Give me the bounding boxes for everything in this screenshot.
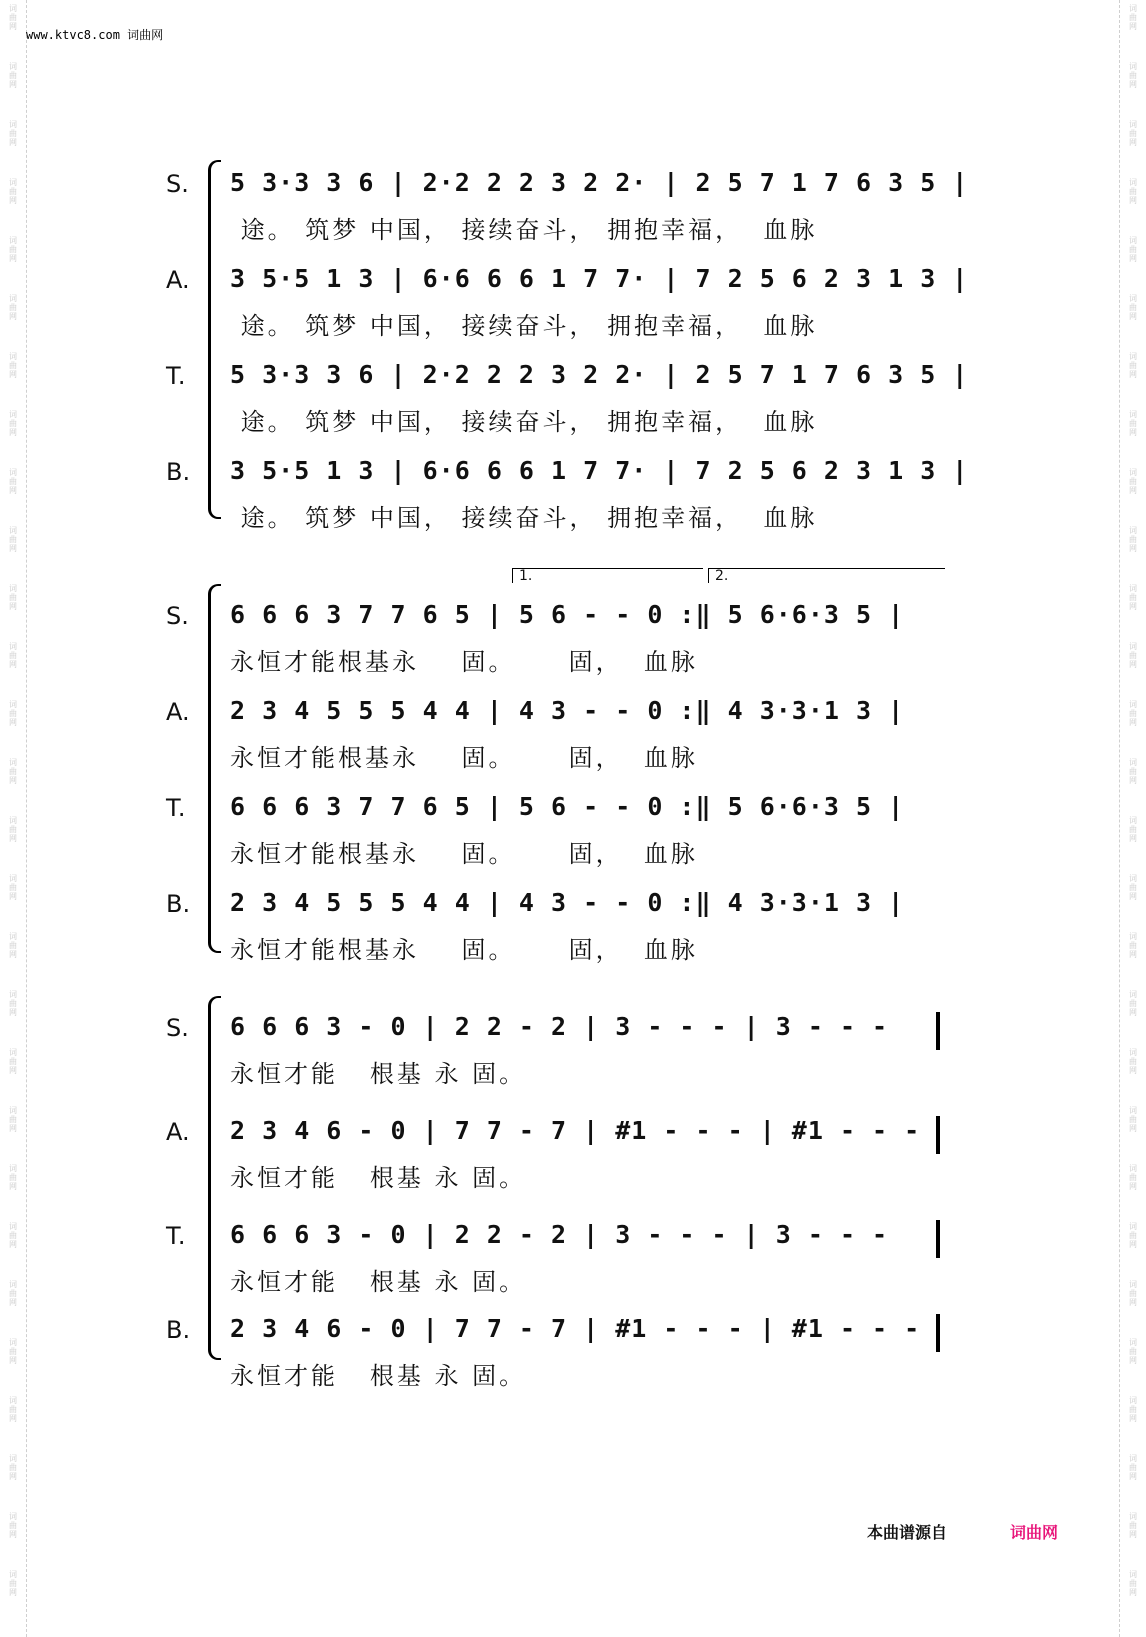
watermark-glyph: 词 曲 网 xyxy=(1129,236,1137,263)
watermark-glyph: 词 曲 网 xyxy=(1129,584,1137,611)
lyrics-line: 途。 筑梦 中国， 接续奋斗， 拥抱幸福， 血脉 xyxy=(230,216,818,244)
watermark-glyph: 词 曲 网 xyxy=(9,1164,17,1191)
watermark-glyph: 词 曲 网 xyxy=(9,294,17,321)
voice-label: T. xyxy=(166,1222,186,1250)
watermark-glyph: 词 曲 网 xyxy=(9,1570,17,1597)
watermark-glyph: 词 曲 网 xyxy=(1129,1164,1137,1191)
watermark-glyph: 词 曲 网 xyxy=(9,1280,17,1307)
lyrics-line: 永恒才能根基永 固。 固， 血脉 xyxy=(230,936,698,964)
part-tenor xyxy=(160,782,1000,878)
left-watermark-strip xyxy=(0,0,27,1637)
lyrics-line: 永恒才能根基永 固。 固， 血脉 xyxy=(230,648,698,676)
part-alto xyxy=(160,254,1000,350)
part-bass xyxy=(160,878,1000,974)
voice-label: A. xyxy=(166,698,190,726)
lyrics-line: 永恒才能根基永 固。 固， 血脉 xyxy=(230,840,698,868)
watermark-glyph: 词 曲 网 xyxy=(1129,1454,1137,1481)
watermark-glyph: 词 曲 网 xyxy=(1129,932,1137,959)
watermark-glyph: 词 曲 网 xyxy=(1129,178,1137,205)
watermark-glyph: 词 曲 网 xyxy=(9,700,17,727)
notation-line: 6 6 6 3 - 0 | 2 2 - 2 | 3 - - - | 3 - - - xyxy=(230,1220,889,1249)
notation-line: 6 6 6 3 7 7 6 5 | 5 6 - - 0 :‖ 5 6·6·3 5 | xyxy=(230,600,905,629)
watermark-glyph: 词 曲 网 xyxy=(9,816,17,843)
notation-line: 6 6 6 3 7 7 6 5 | 5 6 - - 0 :‖ 5 6·6·3 5 | xyxy=(230,792,905,821)
lyrics-line: 途。 筑梦 中国， 接续奋斗， 拥抱幸福， 血脉 xyxy=(230,312,818,340)
watermark-glyph: 词 曲 网 xyxy=(9,236,17,263)
part-soprano xyxy=(160,1002,1000,1098)
watermark-glyph: 词 曲 网 xyxy=(1129,1570,1137,1597)
watermark-glyph: 词 曲 网 xyxy=(9,178,17,205)
watermark-glyph: 词 曲 网 xyxy=(1129,468,1137,495)
voice-label: B. xyxy=(166,890,191,918)
watermark-glyph: 词 曲 网 xyxy=(9,1338,17,1365)
part-bass xyxy=(160,1304,1000,1400)
watermark-glyph: 词 曲 网 xyxy=(1129,1048,1137,1075)
watermark-glyph: 词 曲 网 xyxy=(9,584,17,611)
watermark-glyph: 词 曲 网 xyxy=(9,1048,17,1075)
watermark-glyph: 词 曲 网 xyxy=(9,62,17,89)
watermark-glyph: 词 曲 网 xyxy=(1129,990,1137,1017)
notation-line: 3 5·5 1 3 | 6·6 6 6 1 7 7· | 7 2 5 6 2 3 1 3 | xyxy=(230,264,969,293)
watermark-glyph: 词 曲 网 xyxy=(9,120,17,147)
voice-label: T. xyxy=(166,794,186,822)
notation-line: 5 3·3 3 6 | 2·2 2 2 3 2 2· | 2 5 7 1 7 6 3 5 | xyxy=(230,168,969,197)
part-alto xyxy=(160,1106,1000,1202)
watermark-glyph: 词 曲 网 xyxy=(1129,62,1137,89)
score-system-2 xyxy=(160,560,1000,970)
voice-label: S. xyxy=(166,170,189,198)
voice-label: B. xyxy=(166,1316,191,1344)
voice-label: S. xyxy=(166,602,189,630)
watermark-glyph: 词 曲 网 xyxy=(1129,294,1137,321)
watermark-glyph: 词 曲 网 xyxy=(9,526,17,553)
watermark-glyph: 词 曲 网 xyxy=(1129,1280,1137,1307)
watermark-glyph: 词 曲 网 xyxy=(1129,816,1137,843)
watermark-glyph: 词 曲 网 xyxy=(1129,1396,1137,1423)
watermark-glyph: 词 曲 网 xyxy=(9,410,17,437)
voice-label: S. xyxy=(166,1014,189,1042)
notation-line: 3 5·5 1 3 | 6·6 6 6 1 7 7· | 7 2 5 6 2 3 1 3 | xyxy=(230,456,969,485)
watermark-glyph: 词 曲 网 xyxy=(9,1454,17,1481)
lyrics-line: 永恒才能 根基 永 固。 xyxy=(230,1362,527,1390)
footer-brand-link[interactable]: 词曲网 xyxy=(1010,1523,1059,1542)
watermark-glyph: 词 曲 网 xyxy=(9,468,17,495)
watermark-glyph: 词 曲 网 xyxy=(1129,352,1137,379)
notation-line: 6 6 6 3 - 0 | 2 2 - 2 | 3 - - - | 3 - - - xyxy=(230,1012,889,1041)
site-url: www.ktvc8.com 词曲网 xyxy=(26,28,164,42)
part-alto xyxy=(160,686,1000,782)
watermark-glyph: 词 曲 网 xyxy=(1129,758,1137,785)
volta-second-ending: 2. xyxy=(708,568,945,583)
lyrics-line: 途。 筑梦 中国， 接续奋斗， 拥抱幸福， 血脉 xyxy=(230,504,818,532)
watermark-glyph: 词 曲 网 xyxy=(9,1512,17,1539)
watermark-glyph: 词 曲 网 xyxy=(9,642,17,669)
lyrics-line: 途。 筑梦 中国， 接续奋斗， 拥抱幸福， 血脉 xyxy=(230,408,818,436)
watermark-glyph: 词 曲 网 xyxy=(1129,4,1137,31)
notation-line: 2 3 4 6 - 0 | 7 7 - 7 | #1 - - - | #1 - - - xyxy=(230,1314,921,1343)
notation-line: 2 3 4 5 5 5 4 4 | 4 3 - - 0 :‖ 4 3·3·1 3 | xyxy=(230,696,905,725)
watermark-glyph: 词 曲 网 xyxy=(9,758,17,785)
watermark-glyph: 词 曲 网 xyxy=(9,874,17,901)
voice-label: B. xyxy=(166,458,191,486)
lyrics-line: 永恒才能 根基 永 固。 xyxy=(230,1268,527,1296)
watermark-glyph: 词 曲 网 xyxy=(1129,1222,1137,1249)
watermark-glyph: 词 曲 网 xyxy=(1129,642,1137,669)
volta-first-ending: 1. xyxy=(512,568,703,583)
part-tenor xyxy=(160,1210,1000,1306)
watermark-glyph: 词 曲 网 xyxy=(1129,1512,1137,1539)
notation-line: 5 3·3 3 6 | 2·2 2 2 3 2 2· | 2 5 7 1 7 6 3 5 | xyxy=(230,360,969,389)
watermark-glyph: 词 曲 网 xyxy=(9,4,17,31)
watermark-glyph: 词 曲 网 xyxy=(1129,410,1137,437)
watermark-glyph: 词 曲 网 xyxy=(9,1106,17,1133)
part-soprano xyxy=(160,590,1000,686)
watermark-glyph: 词 曲 网 xyxy=(9,1396,17,1423)
voice-label: A. xyxy=(166,266,190,294)
watermark-glyph: 词 曲 网 xyxy=(1129,1106,1137,1133)
notation-line: 2 3 4 5 5 5 4 4 | 4 3 - - 0 :‖ 4 3·3·1 3 | xyxy=(230,888,905,917)
part-tenor xyxy=(160,350,1000,446)
watermark-glyph: 词 曲 网 xyxy=(1129,1338,1137,1365)
watermark-glyph: 词 曲 网 xyxy=(9,932,17,959)
score-system-3 xyxy=(160,990,1000,1400)
watermark-glyph: 词 曲 网 xyxy=(9,990,17,1017)
notation-line: 2 3 4 6 - 0 | 7 7 - 7 | #1 - - - | #1 - - - xyxy=(230,1116,921,1145)
voice-label: A. xyxy=(166,1118,190,1146)
lyrics-line: 永恒才能 根基 永 固。 xyxy=(230,1164,527,1192)
footer-source-label: 本曲谱源自 xyxy=(867,1523,948,1542)
score-system-1 xyxy=(160,150,1000,530)
watermark-glyph: 词 曲 网 xyxy=(1129,700,1137,727)
watermark-glyph: 词 曲 网 xyxy=(9,352,17,379)
right-watermark-strip xyxy=(1119,0,1146,1637)
watermark-glyph: 词 曲 网 xyxy=(9,1222,17,1249)
part-soprano xyxy=(160,158,1000,254)
lyrics-line: 永恒才能 根基 永 固。 xyxy=(230,1060,527,1088)
lyrics-line: 永恒才能根基永 固。 固， 血脉 xyxy=(230,744,698,772)
part-bass xyxy=(160,446,1000,542)
watermark-glyph: 词 曲 网 xyxy=(1129,526,1137,553)
voice-label: T. xyxy=(166,362,186,390)
watermark-glyph: 词 曲 网 xyxy=(1129,120,1137,147)
watermark-glyph: 词 曲 网 xyxy=(1129,874,1137,901)
